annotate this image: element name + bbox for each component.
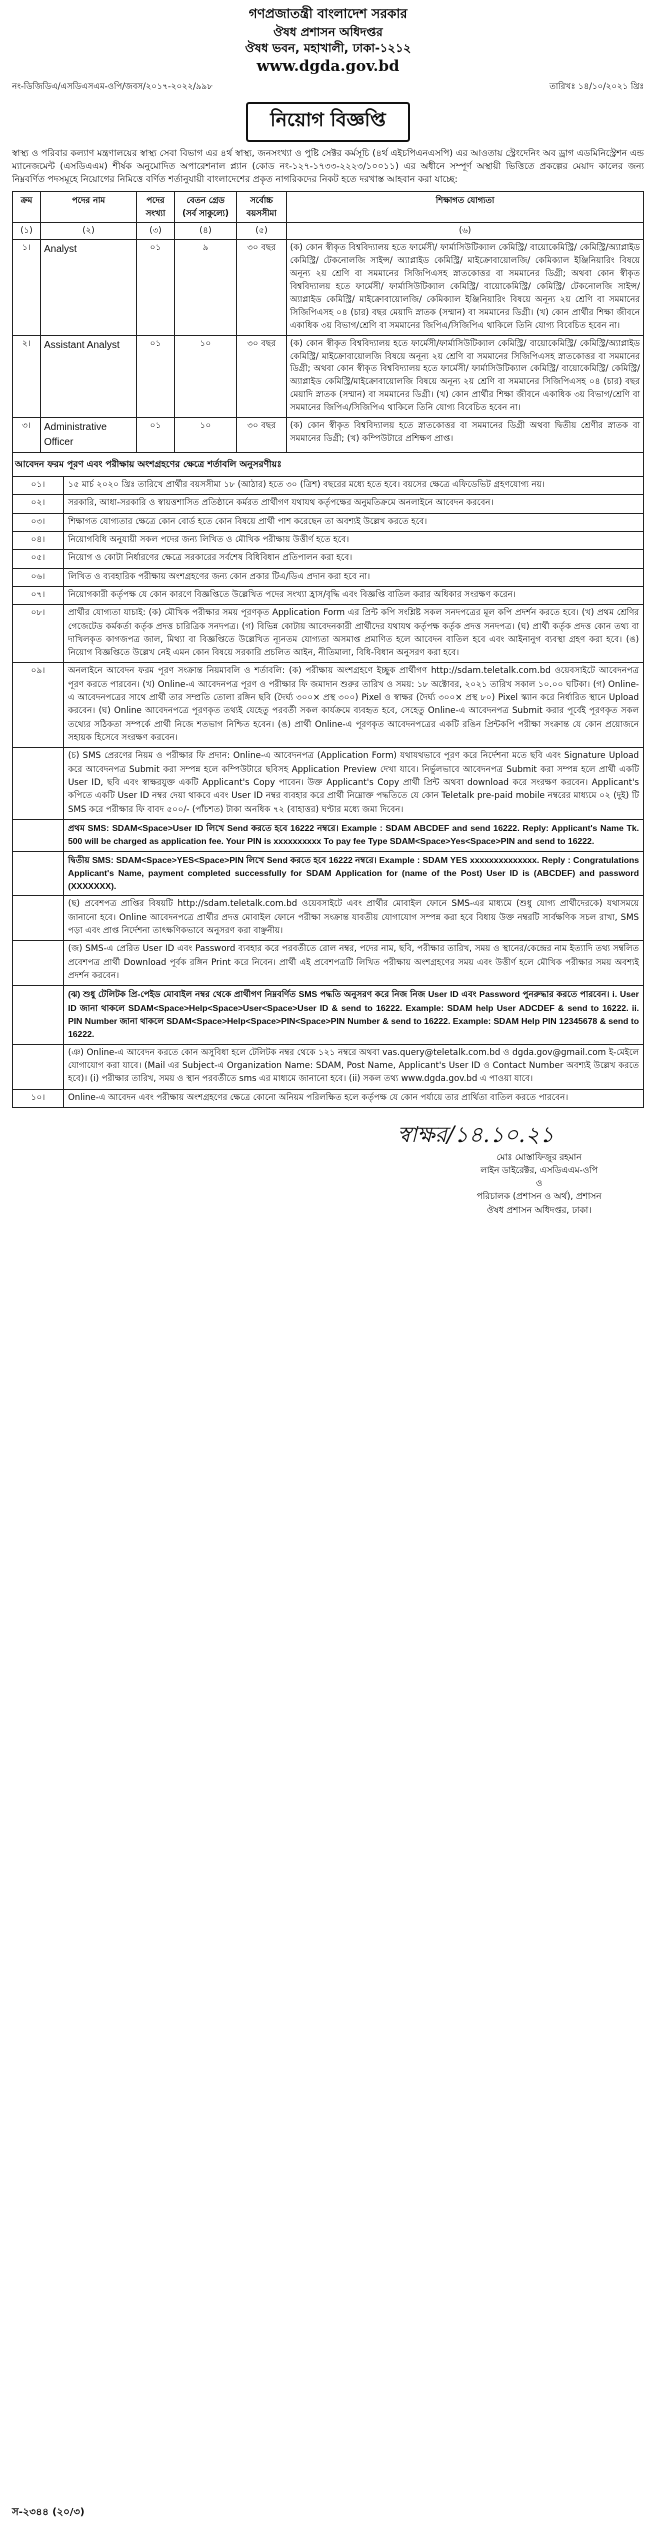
- intro-paragraph: স্বাস্থ্য ও পরিবার কল্যাণ মন্ত্রণালয়ের স্বাস্থ্য সেবা বিভাগ এর ৪র্থ স্বাস্থ্য, জনসংখ্যা ও পুষ্টি সেক্টর কর্মসূচি (৪র্থ এইচপিএনএসপি) এর আওতায় স্ট্রেংদেনিং অব ড্রাগ এডমিনিস্ট্রেশন এন্ড ম্যানেজমেন্ট (এসডিএএম) শীর্ষক অনুমোদিত অপারেশনাল প্ল্যান (কোড নং-১২৭-১৭৩৩-২২২৩/১০০১১) এর অধীনে সম্পূর্ণ অস্থায়ী ভিত্তিতে প্রকল্পের মেয়াদ কালের জন্য নিম্নবর্ণিত পদসমূহে নিয়োগের নিমিত্তে বর্ণিত শর্তানুযায়ী বাংলাদেশের প্রকৃত নাগরিকদের নিকট হতে দরখাস্ত আহবান করা যাচ্ছে:: [12, 149, 644, 186]
- post-grade: ১০: [175, 418, 237, 453]
- condition-sl: ১০।: [13, 1089, 64, 1107]
- post-count: ০১: [137, 240, 175, 335]
- condition-sl: [13, 748, 64, 820]
- condition-row: [13, 941, 644, 986]
- conditions-table: [12, 476, 644, 1108]
- condition-sl: ০৯।: [13, 663, 64, 748]
- col-header-count: পদের সংখ্যা: [137, 192, 175, 222]
- condition-row: [13, 513, 644, 531]
- condition-sl: [13, 819, 64, 851]
- condition-text: অনলাইনে আবেদন ফরম পূরণ সংক্রান্ত নিয়মাবলি ও শর্তাবলি: (ক) পরীক্ষায় অংশগ্রহণে ইচ্ছুক প্রার্থীগণ http://sdam.teletalk.com.bd ওয়েবসাইটে আবেদনপত্র পূরণ করতে পারবেন। (খ) Online-এ আবেদনপত্র পূরণ ও পরীক্ষার ফি জমাদান শুরুর তারিখ ও সময়: ১৮ অক্টোবর, ২০২১ তারিখ সকাল ১০.০০ ঘটিকা। (গ) Online-এ আবেদনপত্রের সাথে প্রার্থী তার সম্প্রতি তোলা রঙ্গিন ছবি (দৈর্ঘ্য ৩০০× প্রস্থ ৩০০) Pixel ও স্বাক্ষর (দৈর্ঘ্য ৩০০× প্রস্থ ৮০) Pixel স্ক্যান করে নির্ধারিত স্থানে Upload করবেন। (ঘ) Online আবেদনপত্রে পূরণকৃত তথ্যই যেহেতু পরবর্তী সকল কার্যক্রমে ব্যবহৃত হবে, সেহেতু Online-এ আবেদনপত্র Submit করার পূর্বেই পূরণকৃত সকল তথ্যের সঠিকতা সম্পর্কে প্রার্থী নিজে শতভাগ নিশ্চিত হবেন। (ঙ) প্রার্থী Online-এ পূরণকৃত আবেদনপত্রের একটি রঙিন প্রিন্টকপি পরীক্ষা সংক্রান্ত যে কোন প্রয়োজনে সহায়ক হিসেবে সংরক্ষণ করবেন।: [64, 663, 644, 748]
- condition-text: (চ) SMS প্রেরণের নিয়ম ও পরীক্ষার ফি প্রদান: Online-এ আবেদনপত্র (Application Form) যথাযথভাবে পূরণ করে নির্দেশনা মতে ছবি এবং Signature Upload করে আবেদনপত্র Submit করা সম্পন্ন হলে কম্পিউটারে ছবিসহ Application Preview দেখা যাবে। নির্ভুলভাবে আবেদনপত্র Submit করা সম্পন্ন হলে প্রার্থী একটি User ID, ছবি এবং স্বাক্ষরযুক্ত একটি Applicant's Copy পাবেন। উক্ত Applicant's Copy প্রার্থী প্রিন্ট অথবা download করে সংরক্ষণ করবেন। Applicant's কপিতে একটি User ID নম্বর দেয়া থাকবে এবং User ID নম্বর ব্যবহার করে প্রার্থী নিম্নোক্ত পদ্ধতিতে যে কোন Teletalk pre-paid mobile নম্বরের মাধ্যমে ০২ (দুই) টি SMS করে পরীক্ষার ফি বাবদ ৫০০/- (পাঁচশত) টাকা অনধিক ৭২ (বাহাত্তর) ঘণ্টার মধ্যে জমা দিবেন।: [64, 748, 644, 820]
- col-number: (২): [41, 222, 137, 240]
- post-sl: ৩।: [13, 418, 41, 453]
- post-name: Analyst: [41, 240, 137, 335]
- condition-sl: ০৭।: [13, 586, 64, 604]
- condition-sl: [13, 851, 64, 896]
- condition-row: [13, 605, 644, 663]
- condition-sl: [13, 941, 64, 986]
- condition-sl: [13, 896, 64, 941]
- post-qualification: (ক) কোন স্বীকৃত বিশ্ববিদ্যালয় হতে ফার্মেসী/ফার্মাসিউটিক্যাল কেমিস্ট্রি/ বায়োকেমিস্ট্রি/ কেমিস্ট্রি/অ্যাপ্লাইড কেমিস্ট্রি/ মাইক্রোবায়োলজি বিষয়ে অনূন্য ২য় শ্রেণি বা সমমানের সিজিপিএসহ স্নাতকোত্তর বা সমমানের ডিগ্রী; অথবা কোন স্বীকৃত বিশ্ববিদ্যালয় হতে ফার্মেসী/ ফার্মাসিউটিক্যাল কেমিস্ট্রি/ বায়োকেমিস্ট্রি/ কেমিস্ট্রি/অ্যাপ্লাইড কেমিস্ট্রি/মাইক্রোবায়োলজি বিষয়ে অনূন্য ২য় শ্রেণি বা সমমানের সিজিপিএসহ ০৪ (চার) বছর মেয়াদি স্নাতক (সম্মান) বা সমমানের ডিগ্রী। (খ) কোন প্রার্থীর শিক্ষা জীবনে একাধিক ৩য় বিভাগ/শ্রেণি বা সমমানের জিপিএ/সিজিপিএ থাকিলে তিনি যোগ্য বিবেচিত হবেন না।: [287, 335, 644, 417]
- col-number: (৩): [137, 222, 175, 240]
- post-grade: ৯: [175, 240, 237, 335]
- post-row: [13, 335, 644, 417]
- department-name: ঔষধ প্রশাসন অধিদপ্তর: [273, 24, 383, 39]
- col-number: (৪): [175, 222, 237, 240]
- signatory-details: [444, 1152, 634, 1218]
- signatory-designation: লাইন ডাইরেক্টর, এসডিএএম-ওপি: [480, 1166, 598, 1176]
- post-sl: ১।: [13, 240, 41, 335]
- post-name: Assistant Analyst: [41, 335, 137, 417]
- condition-text: ১৫ মার্চ ২০২০ খ্রিঃ তারিখে প্রার্থীর বয়সসীমা ১৮ (আঠার) হতে ৩০ (ত্রিশ) বছরের মধ্যে হতে হবে। বয়সের ক্ষেত্রে এফিডেভিট গ্রহণযোগ্য নয়।: [64, 477, 644, 495]
- condition-text: (জ) SMS-এ প্রেরিত User ID এবং Password ব্যবহার করে পরবর্তীতে রোল নম্বর, পদের নাম, ছবি, পরীক্ষার তারিখ, সময় ও স্থানের/কেন্দ্রের নাম ইত্যাদি তথ্য সম্বলিত প্রবেশপত্র প্রার্থী Download পূর্বক রঙ্গিন Print করে নিবেন। প্রার্থী এই প্রবেশপত্রটি লিখিত পরীক্ষায় অংশগ্রহণের সময় এবং উত্তীর্ণ হলে মৌখিক পরীক্ষার সময় অবশ্যই প্রদর্শন করবেন।: [64, 941, 644, 986]
- condition-text: লিখিত ও ব্যবহারিক পরীক্ষায় অংশগ্রহণের জন্য কোন প্রকার টিএ/ডিএ প্রদান করা হবে না।: [64, 568, 644, 586]
- condition-text: নিয়োগবিধি অনুযায়ী সকল পদের জন্য লিখিত ও মৌখিক পরীক্ষায় উত্তীর্ণ হতে হবে।: [64, 531, 644, 549]
- website-link[interactable]: www.dgda.gov.bd: [256, 56, 400, 75]
- condition-text: প্রথম SMS: SDAM<Space>User ID লিখে Send করতে হবে 16222 নম্বরে। Example : SDAM ABCDEF and send 16222. Reply: Applicant's Name Tk. 500 will be charged as application fee. Your PIN is xxxxxxxxxx To pay fee Type SDAM<Space>Yes<Space>PIN and send to 16222.: [64, 819, 644, 851]
- condition-row: [13, 586, 644, 604]
- post-row: [13, 418, 644, 453]
- signatory-office: পরিচালক (প্রশাসন ও অর্থ), প্রশাসন: [476, 1192, 602, 1203]
- signature-block: [12, 1114, 644, 1234]
- memo-number: নং-ডিজিডিএ/এসডিএসএম-ওপি/জবস/২০১৭-২০২২/৯৯৮: [12, 82, 213, 93]
- condition-text: দ্বিতীয় SMS: SDAM<Space>YES<Space>PIN লিখে Send করতে হবে 16222 নম্বরে। Example : SDAM YES xxxxxxxxxxxxxx. Reply : Congratulations Applicant's Name, payment completed successfully for SDAM Application for (name of the Post) User ID is (ABCDEF) and password (XXXXXXX).: [64, 851, 644, 896]
- post-qualification: (ক) কোন স্বীকৃত বিশ্ববিদ্যালয় হতে ফার্মেসী/ ফার্মাসিউটিক্যাল কেমিস্ট্রি/ বায়োকেমিস্ট্রি/ কেমিস্ট্রি/অ্যাপ্লাইড কেমিস্ট্রি/ টেকনোলজি সাইন্স/ অ্যাপ্লাইড কেমিস্ট্রি/ মাইক্রোবায়োলজি/ কেমিক্যাল ইঞ্জিনিয়ারিং বিষয়ে অনূন্য ২য় শ্রেণি বা সমমানের সিজিপিএসহ স্নাতকোত্তর বা সমমানের ডিগ্রী; অথবা কোন স্বীকৃত বিশ্ববিদ্যালয় হতে ফার্মেসী/ ফার্মাসিউটিক্যাল কেমিস্ট্রি/ বায়োকেমিস্ট্রি/ কেমিস্ট্রি/ টেকনোলজি সাইন্স/অ্যাপ্লাইড কেমিস্ট্রি/ মাইক্রোবায়োলজি/ কেমিক্যাল ইঞ্জিনিয়ারিং বিষয়ে অনূন্য ২য় শ্রেণি বা সমমানের সিজিপিএসহ ০৪ (চার) বছর মেয়াদি স্নাতক (সম্মান) বা সমমানের ডিগ্রী। (খ) কোন প্রার্থীর শিক্ষা জীবনে একাধিক ৩য় বিভাগ/শ্রেণি বা সমমানের জিপিএ/সিজিপিএ থাকিলে তিনি যোগ্য বিবেচিত হবেন না।: [287, 240, 644, 335]
- condition-row: [13, 1044, 644, 1089]
- footer-code: স-২৩৪৪ (২০/৩): [12, 2507, 85, 2518]
- col-number: (৫): [237, 222, 287, 240]
- post-row: [13, 240, 644, 335]
- condition-sl: ০২।: [13, 495, 64, 513]
- signatory-office-address: ঔষধ প্রশাসন অধিদপ্তর, ঢাকা।: [486, 1205, 592, 1216]
- col-header-age: সর্বোচ্চ বয়সসীমা: [237, 192, 287, 222]
- post-count: ০১: [137, 335, 175, 417]
- condition-text: (ঝ) শুধু টেলিটক প্রি-পেইড মোবাইল নম্বর থেকে প্রার্থীগণ নিম্নবর্ণিত SMS পদ্ধতি অনুসরণ করে নিজ নিজ User ID এবং Password পুনরুদ্ধার করতে পারবেন। i. User ID জানা থাকলে SDAM<Space>Help<Space>User<Space>User ID & send to 16222. Example: SDAM help User ADCDEF & send to 16222. ii. PIN Number জানা থাকলে SDAM<Space>Help<Space>PIN<Space>PIN Number & send to 16222. Example: SDAM Help PIN 12345678 & send to 16222.: [64, 986, 644, 1044]
- condition-sl: ০৬।: [13, 568, 64, 586]
- col-header-grade: বেতন গ্রেড (সর্ব সাকুল্যে): [175, 192, 237, 222]
- condition-sl: ০৫।: [13, 550, 64, 568]
- post-grade: ১০: [175, 335, 237, 417]
- condition-row: [13, 477, 644, 495]
- condition-text: সরকারি, আধা-সরকারি ও স্বায়ত্তশাসিত প্রতিষ্ঠানে কর্মরত প্রার্থীগণ যথাযথ কর্তৃপক্ষের অনুমতিক্রমে অনলাইনে আবেদন করবেন।: [64, 495, 644, 513]
- notice-page: [12, 0, 644, 1234]
- condition-row: [13, 748, 644, 820]
- reference-line: [12, 80, 644, 94]
- post-qualification: (ক) কোন স্বীকৃত বিশ্ববিদ্যালয় হতে স্নাতকোত্তর বা সমমানের ডিগ্রী অথবা দ্বিতীয় শ্রেণীর স্নাতক বা সমমানের ডিগ্রী; (খ) কম্পিউটারে প্রশিক্ষণ প্রাপ্ত।: [287, 418, 644, 453]
- condition-sl: [13, 1044, 64, 1089]
- condition-sl: [13, 986, 64, 1044]
- condition-sl: ০৩।: [13, 513, 64, 531]
- condition-row: [13, 819, 644, 851]
- condition-row: [13, 896, 644, 941]
- condition-sl: ০৪।: [13, 531, 64, 549]
- condition-text: (ঞ) Online-এ আবেদন করতে কোন অসুবিধা হলে টেলিটক নম্বর থেকে ১২১ নম্বরে অথবা vas.query@teletalk.com.bd ও dgda.gov@gmail.com ই-মেইলে যোগাযোগ করা যাবে। (Mail এর Subject-এ Organization Name: SDAM, Post Name, Applicant's User ID ও Contact Number অবশ্যই উল্লেখ করতে হবে)। (i) পরীক্ষার তারিখ, সময় ও স্থান পরবর্তীতে sms এর মাধ্যমে জানানো হবে। (ii) সকল তথ্য www.dgda.gov.bd এ পাওয়া যাবে।: [64, 1044, 644, 1089]
- condition-row: [13, 663, 644, 748]
- condition-row: [13, 495, 644, 513]
- post-sl: ২।: [13, 335, 41, 417]
- condition-row: [13, 531, 644, 549]
- post-age: ৩০ বছর: [237, 240, 287, 335]
- post-name: Administrative Officer: [41, 418, 137, 453]
- condition-sl: ০৮।: [13, 605, 64, 663]
- posts-table: [12, 191, 644, 453]
- col-header-sl: ক্রম: [13, 192, 41, 222]
- conditions-heading: আবেদন ফরম পূরণ এবং পরীক্ষায় অংশগ্রহণের ক্ষেত্রে শর্তাবলি অনুসরণীয়ঃ: [12, 453, 644, 476]
- col-header-post: পদের নাম: [41, 192, 137, 222]
- condition-row: [13, 851, 644, 896]
- notice-date: তারিখঃ ১৪/১০/২০২১ খ্রিঃ: [549, 82, 644, 93]
- signatory-office-conj: ও: [535, 1179, 543, 1190]
- condition-text: প্রার্থীর যোগ্যতা যাচাই: (ক) মৌখিক পরীক্ষার সময় পূরণকৃত Application Form এর প্রিন্ট কপি সংশ্লিষ্ট সকল সনদপত্রের মূল কপি প্রদর্শন করতে হবে। (খ) প্রথম শ্রেণির গেজেটেড কর্মকর্তা কর্তৃক প্রদত্ত চারিত্রিক সনদপত্র। (গ) বিভিন্ন কোটায় আবেদনকারী প্রার্থীদের যথাযথ কর্তৃপক্ষ কর্তৃক প্রদত্ত সনদপত্র। (ঘ) প্রার্থী কর্তৃক প্রদত্ত কোন তথ্য বা দাখিলকৃত কাগজপত্র জাল, মিথ্যা বা বিজ্ঞপ্তিতে উল্লেখিত ন্যূনতম যোগ্যতা অসমাপ্ত প্রমাণিত হলে আবেদন বাতিল হবে এবং আইনানুগ ব্যবস্থা গ্রহণ করা হবে। (ঙ) নিয়োগ বিজ্ঞপ্তিতে উল্লেখ নেই এমন কোন বিষয়ে সরকারি প্রচলিত আইন, নীতিমালা, বিধি-বিধান অনুসরণ করা হবে।: [64, 605, 644, 663]
- condition-text: Online-এ আবেদন এবং পরীক্ষায় অংশগ্রহণের ক্ষেত্রে কোনো অনিয়ম পরিলক্ষিত হলে কর্তৃপক্ষ যে কোন পর্যায়ে তার প্রার্থিতা বাতিল করতে পারবেন।: [64, 1089, 644, 1107]
- col-number: (১): [13, 222, 41, 240]
- signature-mark: স্বাক্ষর/১৪.১০.২১: [397, 1122, 554, 1148]
- signatory-name: মোঃ মোস্তাফিজুর রহমান: [496, 1152, 582, 1163]
- posts-colnum-row: [13, 222, 644, 240]
- condition-text: নিয়োগ ও কোটা নির্ধারণের ক্ষেত্রে সরকারের সর্বশেষ বিধিবিধান প্রতিপালন করা হবে।: [64, 550, 644, 568]
- notice-title: নিয়োগ বিজ্ঞপ্তি: [246, 102, 409, 142]
- letterhead: [12, 6, 644, 76]
- condition-row: [13, 986, 644, 1044]
- posts-header-row: [13, 192, 644, 222]
- condition-text: (ছ) প্রবেশপত্র প্রাপ্তির বিষয়টি http://sdam.teletalk.com.bd ওয়েবসাইটে এবং প্রার্থীর মোবাইল ফোনে SMS-এর মাধ্যমে (শুধু যোগ্য প্রার্থীদেরকে) যথাসময়ে জানানো হবে। Online আবেদনপত্রে প্রার্থীর প্রদত্ত মোবাইল ফোনে পরীক্ষা সংক্রান্ত যাবতীয় যোগাযোগ সম্পন্ন করা হবে বিধায় উক্ত নম্বরটি সার্বক্ষণিক সচল রাখা, SMS পড়া এবং প্রাপ্ত নির্দেশনা তাৎক্ষণিকভাবে অনুসরণ করা বাঞ্ছনীয়।: [64, 896, 644, 941]
- condition-row: [13, 568, 644, 586]
- post-age: ৩০ বছর: [237, 418, 287, 453]
- col-header-qualification: শিক্ষাগত যোগ্যতা: [287, 192, 644, 222]
- govt-name: গণপ্রজাতন্ত্রী বাংলাদেশ সরকার: [248, 7, 408, 22]
- condition-row: [13, 1089, 644, 1107]
- condition-text: নিয়োগকারী কর্তৃপক্ষ যে কোন কারণে বিজ্ঞপ্তিতে উল্লেখিত পদের সংখ্যা হ্রাস/বৃদ্ধি এবং বিজ্ঞপ্তি বাতিল করার অধিকার সংরক্ষণ করেন।: [64, 586, 644, 604]
- col-number: (৬): [287, 222, 644, 240]
- post-age: ৩০ বছর: [237, 335, 287, 417]
- condition-text: শিক্ষাগত যোগ্যতার ক্ষেত্রে কোন বোর্ড হতে কোন বিষয়ে প্রার্থী পাশ করেছেন তা অবশ্যই উল্লেখ করতে হবে।: [64, 513, 644, 531]
- address: ঔষধ ভবন, মহাখালী, ঢাকা-১২১২: [244, 40, 412, 55]
- post-count: ০১: [137, 418, 175, 453]
- condition-row: [13, 550, 644, 568]
- condition-sl: ০১।: [13, 477, 64, 495]
